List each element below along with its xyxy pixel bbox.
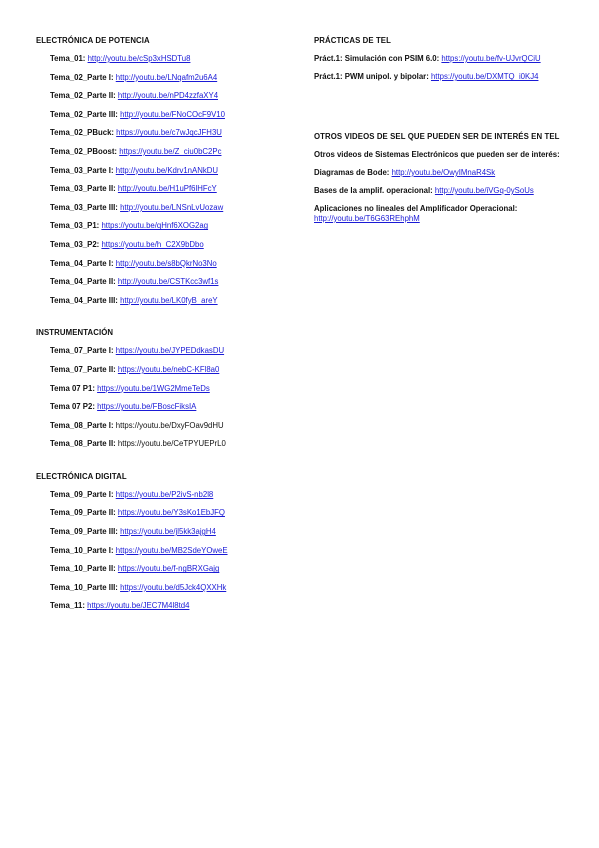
video-link[interactable]: http://youtu.be/CSTKcc3wf1s [117, 277, 219, 287]
video-link[interactable]: https://youtu.be/h_C2X9bDbo [101, 239, 204, 249]
video-entry-label: Tema_03_Parte III: [50, 202, 121, 212]
video-link[interactable]: https://youtu.be/1WG2MmeTeDs [97, 383, 210, 393]
video-entry-label: Tema_09_Parte I: [50, 489, 116, 499]
video-link[interactable]: http://youtu.be/cSp3xHSDTu8 [87, 54, 191, 63]
otros-heading: OTROS VIDEOS DE SEL QUE PUEDEN SER DE INTERÉS EN TEL [314, 132, 560, 141]
video-entry [36, 490, 296, 509]
video-link[interactable]: http://youtu.be/T6G63REhphM [314, 214, 420, 223]
video-entry [36, 110, 296, 129]
video-entry [314, 186, 584, 196]
video-entry [36, 365, 296, 384]
video-entry-label: Diagramas de Bode: [314, 168, 392, 177]
video-entry-label: Tema_01: [50, 54, 88, 63]
otros-list [314, 168, 584, 224]
video-entry-label: Tema_10_Parte II: [50, 564, 118, 574]
video-entry-label: Tema_10_Parte III: [50, 582, 121, 592]
video-link[interactable]: http://youtu.be/LNSnLvUozaw [120, 202, 224, 212]
video-entry-label: Tema_04_Parte II: [50, 277, 118, 287]
video-entry [36, 384, 296, 403]
video-entry [36, 439, 296, 458]
video-link[interactable]: http://youtu.be/LNqafm2u6A4 [115, 72, 218, 82]
digital-list [36, 490, 296, 620]
video-entry [314, 168, 584, 178]
video-url-text: https://youtu.be/CeTPYUEPrL0 [117, 439, 226, 449]
video-entry-label: Tema_03_Parte I: [50, 165, 116, 175]
video-entry-label: Tema_10_Parte I: [50, 545, 116, 555]
potencia-heading: ELECTRÓNICA DE POTENCIA [36, 36, 150, 45]
video-link[interactable]: https://youtu.be/qHnf6XOG2ag [101, 221, 209, 231]
video-entry-label: Tema_02_PBoost: [50, 146, 120, 156]
video-link[interactable]: http://youtu.be/FNoCOcF9V10 [120, 109, 225, 119]
video-link[interactable]: https://youtu.be/c7wJqcJFH3U [116, 128, 222, 138]
video-link[interactable]: https://youtu.be/FBoscFiksIA [97, 402, 197, 412]
video-entry-label: Tema_11: [50, 601, 88, 611]
video-entry-label: Práct.1: Simulación con PSIM 6.0: [314, 54, 442, 63]
video-link[interactable]: https://youtu.be/MB2SdeYOweE [115, 545, 228, 555]
video-link[interactable]: http://youtu.be/H1uPf6lHFcY [117, 184, 217, 194]
video-link[interactable]: https://youtu.be/Z_ciu0bC2Pc [119, 146, 222, 156]
video-entry-label: Tema_03_P2: [50, 239, 102, 249]
video-link[interactable]: https://youtu.be/Y3sKo1EbJFQ [117, 508, 225, 518]
video-entry-label: Práct.1: PWM unipol. y bipolar: [314, 72, 431, 81]
video-entry [36, 221, 296, 240]
video-entry-label: Tema_04_Parte I: [50, 258, 116, 268]
video-entry [36, 277, 296, 296]
video-entry-label: Tema_09_Parte III: [50, 527, 121, 537]
video-entry [36, 259, 296, 278]
video-link[interactable]: http://youtu.be/Kdrv1nANkDU [115, 165, 219, 175]
video-link[interactable]: http://youtu.be/s8bQkrNo3No [115, 258, 217, 268]
video-entry [36, 508, 296, 527]
video-link[interactable]: https://youtu.be/jl5kk3ajgH4 [120, 527, 216, 537]
video-entry [36, 147, 296, 166]
video-entry-label: Tema 07 P2: [50, 402, 98, 412]
video-link[interactable]: https://youtu.be/fv-UJvrQCiU [441, 54, 541, 63]
video-entry-label: Tema_09_Parte II: [50, 508, 118, 518]
video-link[interactable]: http://youtu.be/iVGq-0ySoUs [434, 186, 534, 195]
video-link[interactable]: https://youtu.be/JYPEDdkasDU [115, 346, 225, 356]
video-link[interactable]: https://youtu.be/d5Jck4QXXHk [120, 582, 227, 592]
potencia-list [36, 54, 296, 314]
video-entry [36, 421, 296, 440]
video-entry [36, 583, 296, 602]
video-entry-label: Tema_02_Parte III: [50, 109, 121, 119]
otros-intro: Otros videos de Sistemas Electrónicos que pueden ser de interés: [314, 150, 560, 159]
video-entry [314, 204, 574, 224]
video-entry [36, 240, 296, 259]
video-entry-label: Bases de la amplif. operacional: [314, 186, 435, 195]
instrumentacion-heading: INSTRUMENTACIÓN [36, 328, 114, 338]
video-link[interactable]: http://youtu.be/OwyIMnaR4Sk [391, 168, 496, 177]
video-entry [36, 402, 296, 421]
video-entry [36, 564, 296, 583]
video-entry-label: Tema_08_Parte II: [50, 439, 118, 449]
video-entry [36, 73, 296, 92]
video-entry [314, 54, 584, 64]
video-entry-label: Aplicaciones no lineales del Amplificador Operacional: [314, 204, 518, 213]
video-link[interactable]: https://youtu.be/f-ngBRXGajg [117, 564, 220, 574]
practicas-list [314, 54, 584, 82]
video-entry-label: Tema_08_Parte I: [50, 420, 116, 430]
video-entry [36, 203, 296, 222]
video-entry [36, 296, 296, 315]
video-entry [36, 546, 296, 565]
video-link[interactable]: https://youtu.be/DXMTQ_i0KJ4 [430, 72, 539, 81]
video-entry-label: Tema 07 P1: [50, 383, 98, 393]
video-entry [36, 166, 296, 185]
video-entry [36, 346, 296, 365]
left-column [36, 36, 296, 620]
video-entry-label: Tema_07_Parte II: [50, 364, 118, 374]
video-entry-label: Tema_07_Parte I: [50, 346, 116, 356]
video-link[interactable]: https://youtu.be/nebC-KFl8a0 [117, 364, 220, 374]
video-entry [36, 54, 296, 73]
practicas-heading: PRÁCTICAS DE TEL [314, 36, 391, 45]
video-link[interactable]: https://youtu.be/JEC7M4l8td4 [87, 601, 190, 611]
video-entry-label: Tema_04_Parte III: [50, 295, 121, 305]
video-link[interactable]: https://youtu.be/P2ivS-nb2l8 [115, 489, 214, 499]
video-entry-label: Tema_02_PBuck: [50, 128, 117, 138]
video-entry [36, 601, 296, 620]
video-entry-label: Tema_03_Parte II: [50, 184, 118, 194]
video-entry [36, 91, 296, 110]
instrumentacion-list [36, 346, 296, 458]
video-entry [36, 128, 296, 147]
video-entry [314, 72, 584, 82]
digital-heading: ELECTRÓNICA DIGITAL [36, 471, 127, 481]
video-entry-label: Tema_02_Parte I: [50, 72, 116, 82]
video-url-text: https://youtu.be/DxyFOav9dHU [115, 420, 224, 430]
right-column [314, 36, 584, 232]
video-entry [36, 184, 296, 203]
video-link[interactable]: http://youtu.be/LK0fyB_areY [120, 295, 218, 305]
video-link[interactable]: http://youtu.be/nPD4zzfaXY4 [117, 91, 219, 101]
video-entry-label: Tema_02_Parte II: [50, 91, 118, 101]
video-entry [36, 527, 296, 546]
video-entry-label: Tema_03_P1: [50, 221, 102, 231]
